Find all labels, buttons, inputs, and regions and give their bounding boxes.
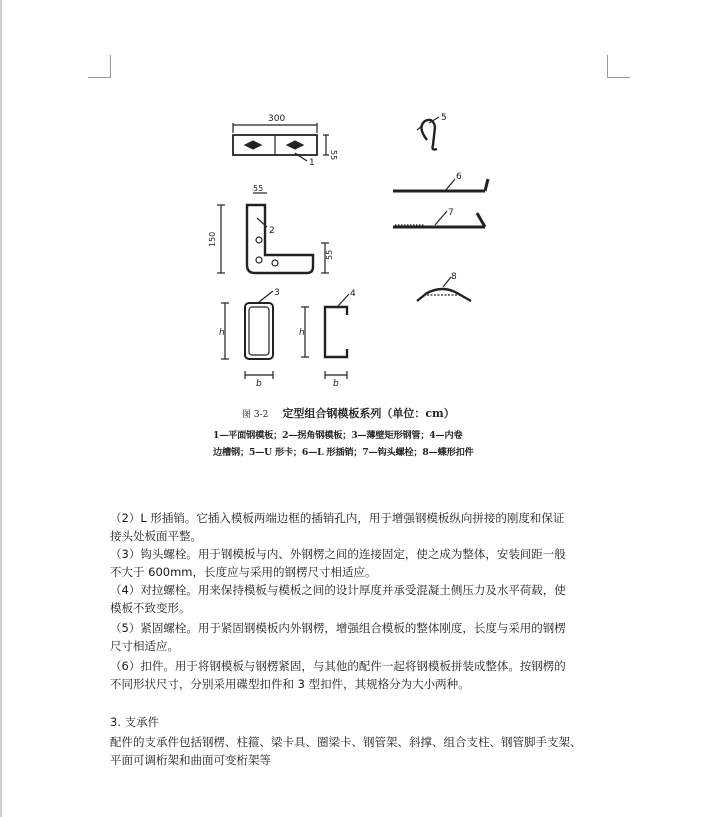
item-number-5: 5	[441, 113, 447, 123]
paragraph-line: 平面可调桁架和曲面可变桁架等	[110, 753, 271, 767]
dim-150-label: 150	[208, 231, 217, 247]
item-number-6: 6	[456, 172, 462, 182]
section-heading: 3. 支承件	[110, 715, 160, 729]
figure-legend-line-2: 边槽钢；5—U 形卡；6—L 形插销；7—钩头螺栓；8—蝶形扣件	[213, 447, 474, 458]
item-number-2: 2	[269, 226, 275, 236]
paragraph-line: 模板不致变形。	[110, 601, 191, 615]
figure-number: 图 3-2	[242, 410, 269, 420]
item-number-4: 4	[350, 289, 356, 299]
item-number-7: 7	[448, 208, 454, 218]
paragraph-line: （6）扣件。用于将钢模板与钢楞紧固，与其他的配件一起将钢模板拼装成整体。按钢楞的	[110, 659, 566, 673]
item-number-1: 1	[309, 158, 315, 168]
dim-300-label: 300	[268, 114, 286, 124]
figure-title: 定型组合钢模板系列（单位：cm）	[282, 407, 455, 420]
dim-55-label-c: 55	[325, 249, 334, 260]
dim-55-label-b: 55	[253, 184, 264, 193]
b-label-b: b	[333, 379, 339, 389]
paragraph-line: （3）钩头螺栓。用于钢模板与内、外钢楞之间的连接固定，使之成为整体，安装间距一般	[110, 547, 566, 561]
paragraph-line: 接头处板面平整。	[110, 529, 202, 543]
paragraph-line: 配件的支承件包括钢楞、柱箍、梁卡具、圈梁卡、钢管架、斜撑、组合支柱、钢管脚手支架、	[110, 735, 582, 749]
h-label-b: h	[299, 328, 305, 338]
figure-legend-line-1: 1—平面钢模板；2—拐角钢模板；3—薄壁矩形钢管；4—内卷	[213, 430, 463, 441]
paragraph-line: 不同形状尺寸，分别采用碟型扣件和 3 型扣件，其规格分为大小两种。	[110, 677, 470, 691]
formwork-drawing	[195, 105, 515, 405]
paragraph-line: （2）L 形插销。它插入模板两端边框的插销孔内，用于增强钢模板纵向拼接的刚度和保证	[110, 511, 565, 525]
dim-55-label-a: 55	[329, 150, 338, 161]
item-number-8: 8	[451, 272, 457, 282]
h-label-a: h	[219, 328, 225, 338]
figure-caption	[242, 405, 522, 421]
paragraph-line: 不大于 600mm，长度应与采用的钢楞尺寸相适应。	[110, 565, 377, 579]
page-edge	[0, 0, 2, 817]
paragraph-line: 尺寸相适应。	[110, 639, 179, 653]
crop-mark-top-left	[88, 55, 111, 78]
crop-mark-top-right	[607, 55, 630, 78]
paragraph-line: （4）对拉螺栓。用来保持模板与模板之间的设计厚度并承受混凝土侧压力及水平荷载，使	[110, 583, 566, 597]
b-label-a: b	[256, 379, 262, 389]
paragraph-line: （5）紧固螺栓。用于紧固钢模板内外钢楞，增强组合模板的整体刚度，长度与采用的钢楞	[110, 621, 566, 635]
item-number-3: 3	[274, 288, 280, 298]
